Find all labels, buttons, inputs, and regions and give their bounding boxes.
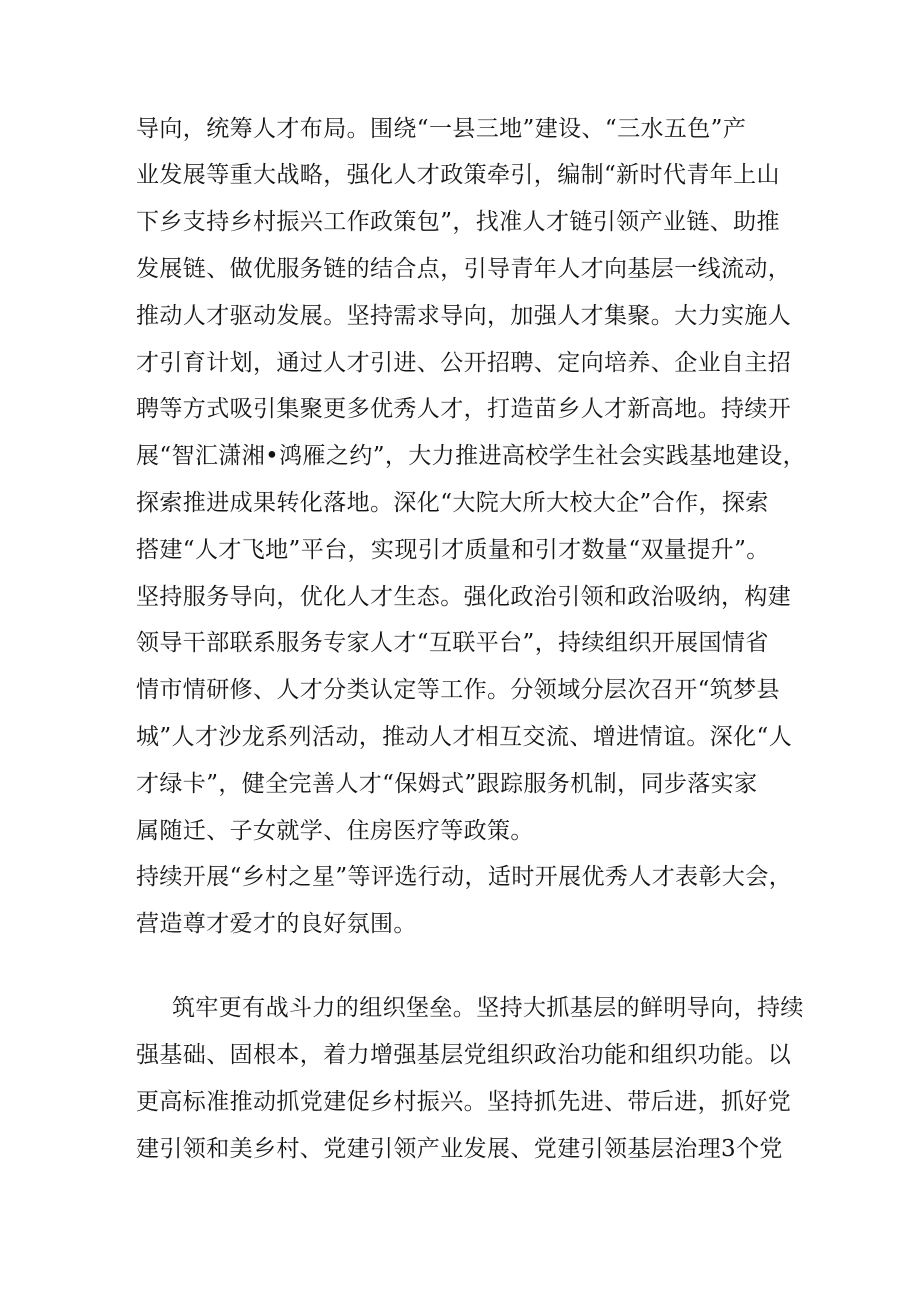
text-line: 建引领和美乡村、党建引领产业发展、党建引领基层治理3个党	[136, 1136, 783, 1162]
text-line: 展“智汇潇湘•鸿雁之约”，大力推进高校学生社会实践基地建设，	[136, 443, 807, 469]
text-line: 搭建“人才飞地”平台，实现引才质量和引才数量“双量提升”。	[136, 537, 770, 563]
text-line: 持续开展“乡村之星”等评选行动，适时开展优秀人才表彰大会，	[136, 864, 793, 890]
text-line: 业发展等重大战略，强化人才政策牵引，编制“新时代青年上山	[136, 162, 780, 188]
text-line: 城”人才沙龙系列活动，推动人才相互交流、增进情谊。深化“人	[136, 724, 793, 750]
text-line: 营造尊才爱才的良好氛围。	[136, 911, 417, 937]
text-line: 下乡支持乡村振兴工作政策包”，找准人才链引领产业链、助推	[136, 209, 780, 235]
text-line: 才引育计划，通过人才引进、公开招聘、定向培养、企业自主招	[136, 350, 792, 376]
text-line: 导向，统筹人才布局。围绕“一县三地”建设、“三水五色”产	[136, 116, 747, 142]
text-line: 强基础、固根本，着力增强基层党组织政治功能和组织功能。以	[136, 1042, 792, 1068]
text-line: 属随迁、子女就学、住房医疗等政策。	[136, 818, 534, 844]
text-line: 聘等方式吸引集聚更多优秀人才，打造苗乡人才新高地。持续开	[136, 396, 792, 422]
text-line: 探索推进成果转化落地。深化“大院大所大校大企”合作，探索	[136, 490, 769, 516]
text-line: 才绿卡”，健全完善人才“保姆式”跟踪服务机制，同步落实家	[136, 771, 758, 797]
text-line: 推动人才驱动发展。坚持需求导向，加强人才集聚。大力实施人	[136, 303, 792, 329]
text-line: 情市情研修、人才分类认定等工作。分领域分层次召开“筑梦县	[136, 677, 780, 703]
text-line: 更高标准推动抓党建促乡村振兴。坚持抓先进、带后进，抓好党	[136, 1089, 792, 1115]
text-line: 坚持服务导向，优化人才生态。强化政治引领和政治吸纳，构建	[136, 584, 792, 610]
paragraph-first-line: 筑牢更有战斗力的组织堡垒。坚持大抓基层的鲜明导向，持续	[172, 995, 804, 1021]
text-line: 发展链、做优服务链的结合点，引导青年人才向基层一线流动，	[136, 256, 792, 282]
text-line: 领导干部联系服务专家人才“互联平台”，持续组织开展国情省	[136, 630, 769, 656]
